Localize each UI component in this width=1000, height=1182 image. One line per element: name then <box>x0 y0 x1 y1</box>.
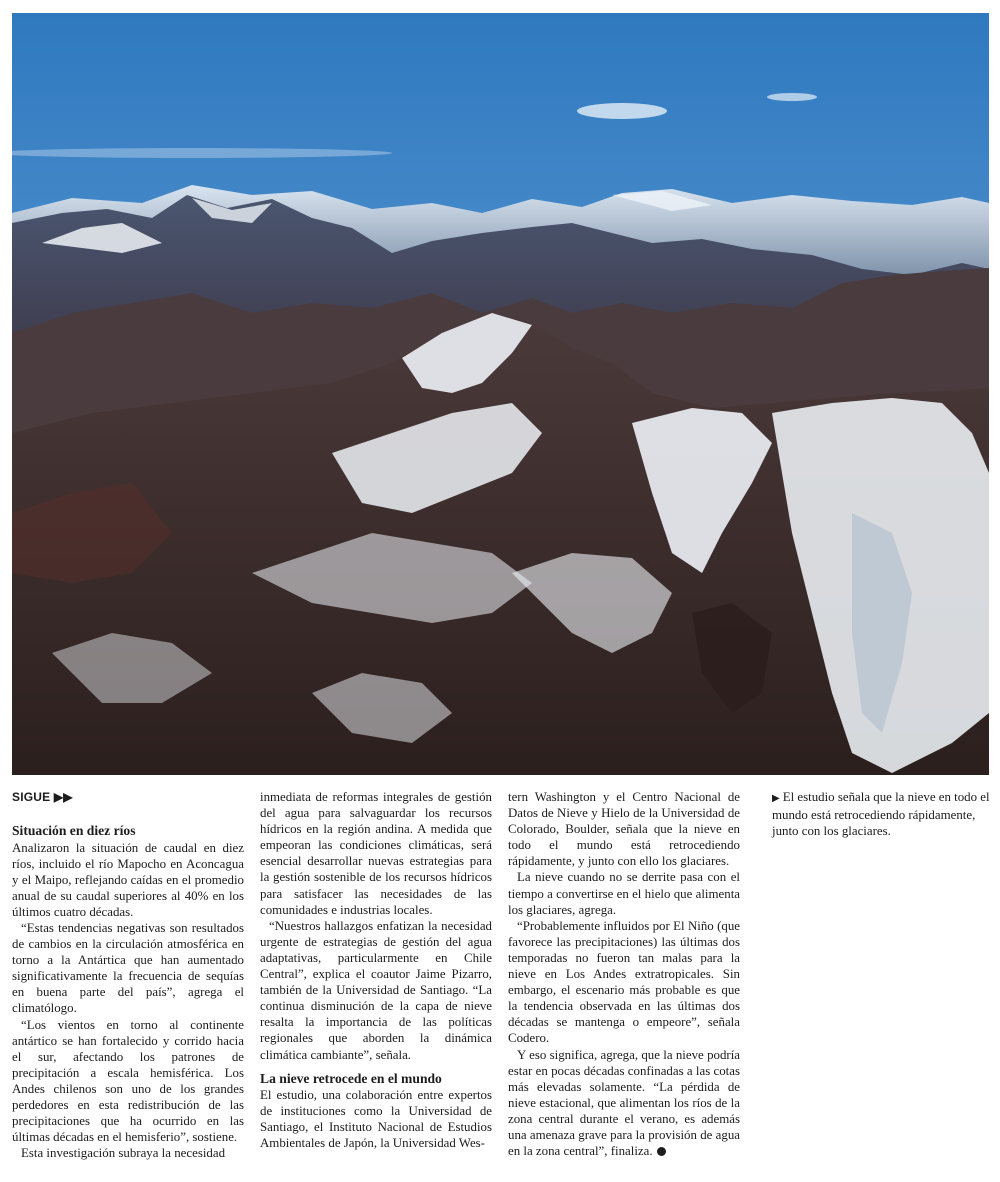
paragraph: “Estas tendencias negativas son resultados de cambios en la circulación atmosférica en torno a la Antártica que han aumentado significativamente la frecuencia de sequías en buena parte del país”, agrega el climatólogo. <box>12 920 244 1016</box>
article-column-2 <box>260 789 492 1151</box>
andes-mountains-image <box>12 13 989 775</box>
paragraph: tern Washington y el Centro Nacional de Datos de Nieve y Hielo de la Universidad de Colorado, Boulder, señala que la nieve en todo el mundo está retrocediendo rápidamente, y junto con ello los glaciares. <box>508 790 740 869</box>
paragraph: inmediata de reformas integrales de gestión del agua para salvaguardar los recursos hídricos en la región andina. A medida que empeoran las condiciones climáticas, será esencial desarrollar nuevas estrategias para la gestión sostenible de los recursos hídricos para satisfacer las necesidades de las comunidades e industrias locales. <box>260 790 492 917</box>
section-heading-rivers: Situación en diez ríos <box>12 823 136 838</box>
paragraph: “Probablemente influidos por El Niño (que favorece las precipitaciones) las últimas dos temporadas no fueron tan malas para la nieve en Los Andes extratropicales. Sin embargo, el escenario más probable es que la tendencia observada en las últimas dos décadas se mantenga o empeore”, señala Codero. <box>508 918 740 1046</box>
article-column-3 <box>508 789 740 1159</box>
caption-marker-icon: ▶ <box>772 793 780 804</box>
mountain-landscape-photo <box>12 13 989 775</box>
paragraph: El estudio, una colaboración entre expertos de instituciones como la Universidad de Santiago, el Instituto Nacional de Estudios Ambientales de Japón, la Universidad Wes- <box>260 1088 492 1151</box>
paragraph: “Nuestros hallazgos enfatizan la necesidad urgente de estrategias de gestión del agua adaptativas, particularmente en Chile Central”, explica el coautor Jaime Pizarro, también de la Universidad de Santiago. “La continua disminución de la capa de nieve resalta la importancia de las políticas regionales que aborden la dinámica climática cambiante”, señala. <box>260 918 492 1062</box>
paragraph-text: Y eso significa, agrega, que la nieve podría estar en pocas décadas confinadas a las cotas más elevadas solamente. “La pérdida de nieve estacional, que alimentan los ríos de la zona central durante el verano, es además una amenaza grave para la provisión de agua en la zona central”, finaliza. <box>508 1047 740 1159</box>
section-heading-snow: La nieve retrocede en el mundo <box>260 1070 442 1086</box>
paragraph: Esta investigación subraya la necesidad <box>21 1146 226 1161</box>
end-of-article-icon <box>657 1147 666 1156</box>
article-column-1 <box>12 789 244 1161</box>
continue-label: SIGUE ▶▶ <box>12 790 73 804</box>
paragraph: Analizaron la situación de caudal en diez ríos, incluido el río Mapocho en Aconcagua y el Maipo, reflejando caídas en el promedio anual de su caudal superiores al 40% en los últimos cuatro décadas. <box>12 840 244 919</box>
paragraph: “Los vientos en torno al continente antártico se han fortalecido y corrido hacia el sur, afectando los patrones de precipitación a escala hemisférica. Los Andes chilenos son uno de los grandes perdedores en esta redistribución de las precipitaciones que ha ocurrido en las últimas décadas en el hemisferio”, sostiene. <box>12 1017 244 1145</box>
paragraph: La nieve cuando no se derrite pasa con el tiempo a convertirse en el hielo que alimenta los glaciares, agrega. <box>508 870 740 917</box>
photo-caption <box>772 789 992 839</box>
paragraph <box>508 1047 740 1160</box>
caption-text: El estudio señala que la nieve en todo el mundo está retrocediendo rápidamente, junto con los glaciares. <box>772 790 990 839</box>
